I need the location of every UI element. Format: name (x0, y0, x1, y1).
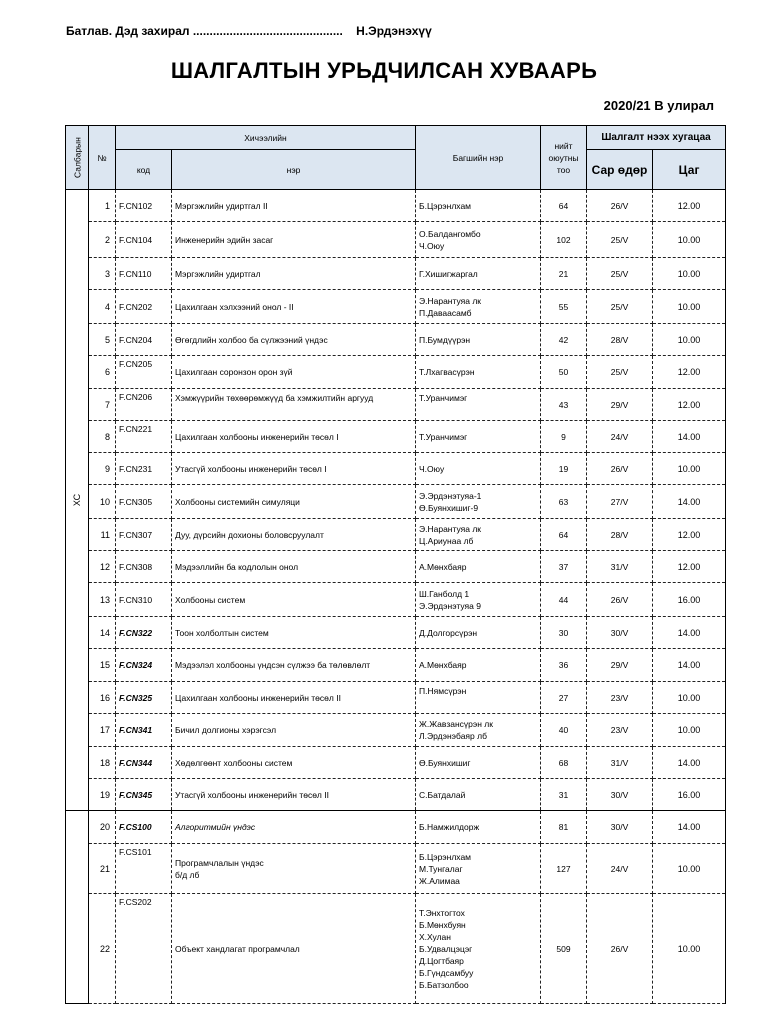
course-name: Цахилгаан холбооны инженерийн төсөл I (172, 421, 416, 453)
row-number: 1 (89, 190, 116, 222)
student-count: 19 (541, 453, 587, 485)
exam-date: 26/V (587, 453, 653, 485)
header-date: Сар өдөр (587, 150, 653, 190)
teacher-name: Б.Намжилдорж (419, 822, 480, 832)
exam-time: 12.00 (653, 551, 726, 583)
teacher-names (416, 894, 541, 1004)
course-code: F.CN221 (116, 421, 172, 453)
teacher-names (416, 747, 541, 779)
course-code: F.CS101 (116, 844, 172, 894)
teacher-name: О.Балдангомбо (419, 228, 481, 239)
table-row (66, 519, 726, 551)
exam-date: 23/V (587, 714, 653, 747)
course-name: Мэдээллийн ба кодлолын онол (172, 551, 416, 583)
row-number: 11 (89, 519, 116, 551)
row-number: 5 (89, 324, 116, 356)
teacher-names (416, 485, 541, 519)
teacher-name: Э.Нарантуяа лк (419, 295, 482, 306)
course-code: F.CN308 (116, 551, 172, 583)
teacher-name: Ч.Оюу (419, 240, 445, 251)
table-row (66, 324, 726, 356)
exam-date: 24/V (587, 421, 653, 453)
course-name: Тоон холболтын систем (172, 617, 416, 649)
course-code: F.CN325 (116, 682, 172, 714)
table-row (66, 682, 726, 714)
teacher-names (416, 714, 541, 747)
row-number: 8 (89, 421, 116, 453)
exam-date: 25/V (587, 222, 653, 258)
student-count: 27 (541, 682, 587, 714)
student-count: 31 (541, 779, 587, 811)
teacher-names (416, 551, 541, 583)
exam-time: 14.00 (653, 485, 726, 519)
teacher-names (416, 389, 541, 421)
course-code: F.CN110 (116, 258, 172, 290)
teacher-name: Б.Гүндсамбуу (419, 967, 474, 978)
exam-date: 25/V (587, 290, 653, 324)
student-count: 55 (541, 290, 587, 324)
semester-label: 2020/21 В улирал (603, 98, 714, 113)
table-row (66, 290, 726, 324)
teacher-name: Ц.Ариунаа лб (419, 535, 474, 546)
teacher-name: А.Мөнхбаяр (419, 660, 467, 670)
teacher-name: С.Батдалай (419, 789, 466, 800)
exam-schedule-table (65, 125, 726, 1004)
course-code: F.CN324 (116, 649, 172, 682)
course-name: Утасгүй холбооны инженерийн төсөл I (172, 453, 416, 485)
student-count: 40 (541, 714, 587, 747)
exam-date: 28/V (587, 324, 653, 356)
table-row (66, 551, 726, 583)
header-exam-time: Шалгалт нээх хугацаа (587, 126, 726, 150)
header-dept: Салбарын (66, 126, 89, 190)
exam-time: 12.00 (653, 190, 726, 222)
table-row (66, 779, 726, 811)
table-row (66, 356, 726, 389)
teacher-name: Б.Мөнхбуян (419, 919, 466, 930)
teacher-name: Ч.Оюу (419, 463, 445, 474)
exam-time: 10.00 (653, 844, 726, 894)
teacher-names (416, 811, 541, 844)
table-row (66, 190, 726, 222)
row-number: 21 (89, 844, 116, 894)
dept-cell (66, 190, 89, 811)
table-row (66, 617, 726, 649)
teacher-name: Ж.Алимаа (419, 875, 460, 886)
course-name: Мэдээлэл холбооны үндсэн сүлжээ ба төлөвлөлт (172, 649, 416, 682)
course-name: Холбооны систем (172, 583, 416, 617)
row-number: 15 (89, 649, 116, 682)
student-count: 36 (541, 649, 587, 682)
teacher-name: Б.Батзолбоо (419, 979, 469, 990)
table-row (66, 258, 726, 290)
exam-time: 16.00 (653, 779, 726, 811)
student-count: 509 (541, 894, 587, 1004)
student-count: 102 (541, 222, 587, 258)
course-name: Цахилгаан холбооны инженерийн төсөл II (172, 682, 416, 714)
teacher-name: Т.Лхагвасүрэн (419, 367, 475, 377)
exam-time: 10.00 (653, 324, 726, 356)
course-code: F.CN305 (116, 485, 172, 519)
row-number: 10 (89, 485, 116, 519)
teacher-name: А.Мөнхбаяр (419, 561, 467, 572)
teacher-name: М.Тунгалаг (419, 863, 463, 874)
teacher-name: П.Бумдүүрэн (419, 334, 471, 345)
teacher-name: Э.Нарантуяа лк (419, 523, 482, 534)
teacher-name: Б.Цэрэнлхам (419, 200, 472, 211)
row-number: 16 (89, 682, 116, 714)
table-row (66, 811, 726, 844)
table-row (66, 421, 726, 453)
teacher-name: Ш.Ганболд 1 (419, 588, 470, 599)
exam-time: 10.00 (653, 453, 726, 485)
course-name: Програмчлалын үндэс б/д лб (172, 844, 416, 894)
exam-date: 23/V (587, 682, 653, 714)
teacher-names (416, 190, 541, 222)
exam-time: 14.00 (653, 421, 726, 453)
student-count: 9 (541, 421, 587, 453)
course-code: F.CN307 (116, 519, 172, 551)
approval-line: Батлав. Дэд захирал ............................................. Н.Эрдэнэхүү (66, 24, 432, 38)
table-row (66, 389, 726, 421)
exam-time: 10.00 (653, 894, 726, 1004)
header-name: нэр (172, 150, 416, 190)
teacher-names (416, 682, 541, 714)
course-name: Мэргэжлийн удиртгал II (172, 190, 416, 222)
page-title: ШАЛГАЛТЫН УРЬДЧИЛСАН ХУВААРЬ (170, 58, 598, 83)
teacher-name: П.Нямсүрэн (419, 686, 467, 696)
course-code: F.CN231 (116, 453, 172, 485)
exam-date: 24/V (587, 844, 653, 894)
teacher-name: Д.Долгорсүрэн (419, 627, 478, 638)
teacher-name: Т.Уранчимэг (419, 393, 468, 403)
student-count: 50 (541, 356, 587, 389)
exam-date: 26/V (587, 583, 653, 617)
header-students: нийт оюутны тоо (541, 126, 587, 190)
teacher-names (416, 258, 541, 290)
student-count: 21 (541, 258, 587, 290)
exam-date: 29/V (587, 389, 653, 421)
exam-date: 30/V (587, 779, 653, 811)
course-name: Объект хандлагат програмчлал (172, 894, 416, 1004)
exam-date: 25/V (587, 258, 653, 290)
teacher-name: Ө.Буянхишиг-9 (419, 502, 479, 513)
course-name: Мэргэжлийн удиртгал (172, 258, 416, 290)
student-count: 42 (541, 324, 587, 356)
student-count: 81 (541, 811, 587, 844)
exam-time: 12.00 (653, 389, 726, 421)
header-subject: Хичээлийн (116, 126, 416, 150)
course-code: F.CN104 (116, 222, 172, 258)
teacher-names (416, 779, 541, 811)
course-name: Өгөгдлийн холбоо ба сүлжээний үндэс (172, 324, 416, 356)
course-code: F.CS202 (116, 894, 172, 1004)
teacher-names (416, 649, 541, 682)
row-number: 7 (89, 389, 116, 421)
exam-date: 26/V (587, 190, 653, 222)
dept-label: ХС (72, 493, 82, 507)
exam-date: 25/V (587, 356, 653, 389)
exam-time: 10.00 (653, 714, 726, 747)
teacher-name: Х.Хулан (419, 931, 451, 942)
student-count: 30 (541, 617, 587, 649)
course-name: Хэмжүүрийн төхөөрөмжүүд ба хэмжилтийн аргууд (172, 389, 416, 421)
course-name: Цахилгаан хэлхээний онол - II (172, 290, 416, 324)
exam-time: 10.00 (653, 258, 726, 290)
row-number: 22 (89, 894, 116, 1004)
dept-cell (66, 811, 89, 1004)
student-count: 44 (541, 583, 587, 617)
teacher-names (416, 583, 541, 617)
student-count: 37 (541, 551, 587, 583)
row-number: 17 (89, 714, 116, 747)
exam-time: 10.00 (653, 682, 726, 714)
teacher-names (416, 421, 541, 453)
exam-time: 10.00 (653, 290, 726, 324)
exam-date: 30/V (587, 617, 653, 649)
course-name: Холбооны системийн симуляци (172, 485, 416, 519)
table-row (66, 453, 726, 485)
row-number: 3 (89, 258, 116, 290)
course-code: F.CN206 (116, 389, 172, 421)
teacher-names (416, 356, 541, 389)
table-row (66, 714, 726, 747)
row-number: 4 (89, 290, 116, 324)
header-no: № (89, 126, 116, 190)
exam-time: 12.00 (653, 519, 726, 551)
course-name: Цахилгаан соронзон орон зүй (172, 356, 416, 389)
course-name: Утасгүй холбооны инженерийн төсөл II (172, 779, 416, 811)
table-row (66, 844, 726, 894)
row-number: 14 (89, 617, 116, 649)
table-row (66, 222, 726, 258)
exam-date: 26/V (587, 894, 653, 1004)
teacher-name: Д.Цогтбаяр (419, 955, 464, 966)
teacher-name: Ө.Буянхишиг (419, 757, 471, 768)
row-number: 12 (89, 551, 116, 583)
exam-date: 30/V (587, 811, 653, 844)
row-number: 18 (89, 747, 116, 779)
exam-date: 27/V (587, 485, 653, 519)
row-number: 2 (89, 222, 116, 258)
exam-date: 31/V (587, 747, 653, 779)
header-code: код (116, 150, 172, 190)
table-row (66, 747, 726, 779)
row-number: 13 (89, 583, 116, 617)
row-number: 9 (89, 453, 116, 485)
teacher-name: Ж.Жавзансүрэн лк (419, 719, 493, 729)
exam-time: 16.00 (653, 583, 726, 617)
course-code: F.CN102 (116, 190, 172, 222)
student-count: 68 (541, 747, 587, 779)
teacher-name: Б.Цэрэнлхам (419, 851, 472, 862)
course-name: Бичил долгионы хэрэгсэл (172, 714, 416, 747)
course-code: F.CN204 (116, 324, 172, 356)
exam-time: 12.00 (653, 356, 726, 389)
row-number: 20 (89, 811, 116, 844)
table-row (66, 894, 726, 1004)
teacher-name: Э.Эрдэнэтуяа 9 (419, 600, 481, 611)
teacher-name: Т.Уранчимэг (419, 431, 468, 442)
exam-time: 14.00 (653, 617, 726, 649)
exam-time: 14.00 (653, 747, 726, 779)
student-count: 64 (541, 519, 587, 551)
teacher-names (416, 324, 541, 356)
teacher-names (416, 519, 541, 551)
table-row (66, 583, 726, 617)
course-name: Алгоритмийн үндэс (172, 811, 416, 844)
exam-date: 31/V (587, 551, 653, 583)
teacher-name: П.Даваасамб (419, 307, 472, 318)
course-name: Дуу, дүрсийн дохионы боловсруулалт (172, 519, 416, 551)
header-time: Цаг (653, 150, 726, 190)
exam-date: 28/V (587, 519, 653, 551)
course-code: F.CN202 (116, 290, 172, 324)
table-row (66, 485, 726, 519)
exam-time: 14.00 (653, 649, 726, 682)
course-code: F.CN344 (116, 747, 172, 779)
teacher-name: Л.Эрдэнэбаяр лб (419, 731, 487, 741)
course-name: Хөдөлгөөнт холбооны систем (172, 747, 416, 779)
exam-date: 29/V (587, 649, 653, 682)
course-code: F.CN345 (116, 779, 172, 811)
teacher-names (416, 617, 541, 649)
exam-time: 10.00 (653, 222, 726, 258)
student-count: 43 (541, 389, 587, 421)
teacher-name: Б.Удвалцэцэг (419, 943, 473, 954)
course-code: F.CN205 (116, 356, 172, 389)
teacher-names (416, 453, 541, 485)
header-teacher: Багшийн нэр (416, 126, 541, 190)
course-name: Инженерийн эдийн засаг (172, 222, 416, 258)
course-code: F.CN310 (116, 583, 172, 617)
teacher-name: Т.Энхтогтох (419, 907, 465, 918)
course-code: F.CN341 (116, 714, 172, 747)
teacher-names (416, 222, 541, 258)
row-number: 6 (89, 356, 116, 389)
table-row (66, 649, 726, 682)
student-count: 63 (541, 485, 587, 519)
course-code: F.CS100 (116, 811, 172, 844)
student-count: 127 (541, 844, 587, 894)
student-count: 64 (541, 190, 587, 222)
teacher-names (416, 290, 541, 324)
teacher-name: Г.Хишигжаргал (419, 268, 478, 279)
row-number: 19 (89, 779, 116, 811)
teacher-names (416, 844, 541, 894)
course-code: F.CN322 (116, 617, 172, 649)
exam-time: 14.00 (653, 811, 726, 844)
teacher-name: Э.Эрдэнэтуяа-1 (419, 490, 482, 501)
